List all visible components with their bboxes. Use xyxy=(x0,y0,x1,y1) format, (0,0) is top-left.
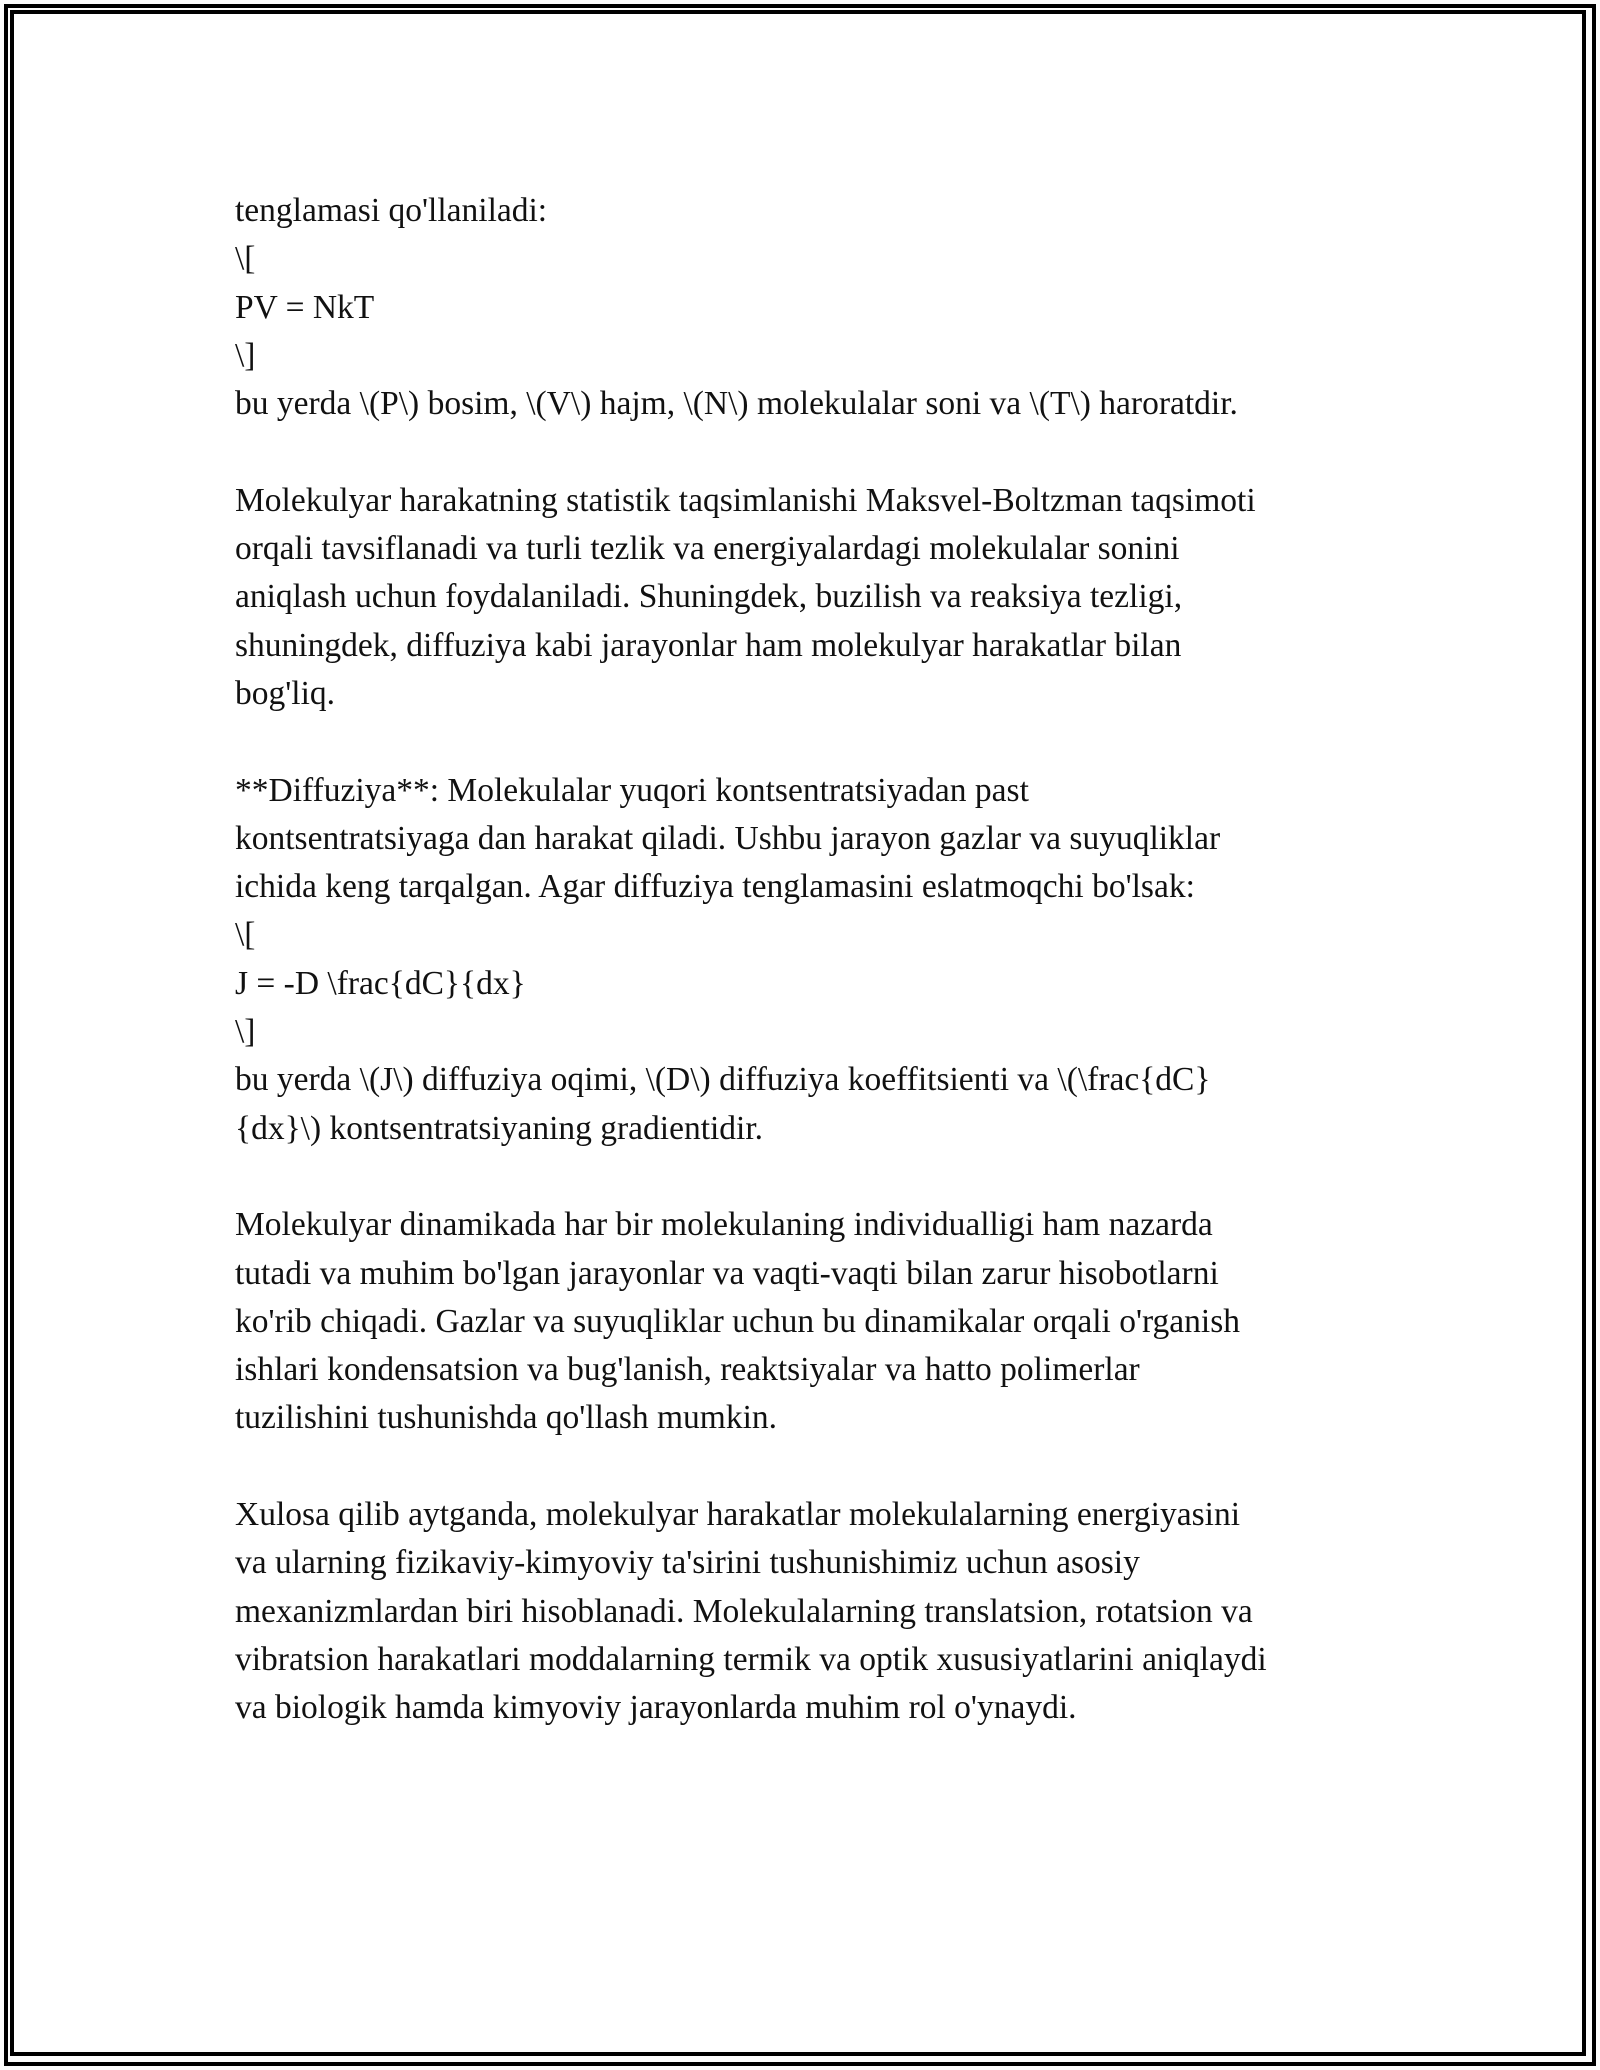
text-line: kontsentratsiyaga dan harakat qiladi. Ushbu jarayon gazlar va suyuqliklar xyxy=(235,819,1221,857)
paragraph-spacer xyxy=(235,1443,1435,1491)
text-line: va ularning fizikaviy-kimyoviy ta'sirini tushunishimiz uchun asosiy xyxy=(235,1544,1140,1582)
equation-close-delimiter: \] xyxy=(235,1013,256,1051)
text-line: aniqlash uchun foydalaniladi. Shuningdek, buzilish va reaksiya tezligi, xyxy=(235,578,1183,616)
paragraph-spacer xyxy=(235,1153,1435,1201)
text-line: ko'rib chiqadi. Gazlar va suyuqliklar uchun bu dinamikalar orqali o'rganish xyxy=(235,1302,1241,1340)
equation-open-delimiter: \[ xyxy=(235,240,256,278)
text-line: {dx}\) kontsentratsiyaning gradientidir. xyxy=(235,1109,764,1147)
paragraph-molecular-dynamics xyxy=(235,1201,1435,1442)
document-body xyxy=(235,187,1435,1733)
text-line: tuzilishini tushunishda qo'llash mumkin. xyxy=(235,1399,778,1437)
text-line: vibratsion harakatlari moddalarning termik va optik xususiyatlarini aniqlaydi xyxy=(235,1640,1267,1678)
text-line: Xulosa qilib aytganda, molekulyar harakatlar molekulalarning energiyasini xyxy=(235,1496,1240,1534)
text-line: tenglamasi qo'llaniladi: xyxy=(235,192,548,229)
text-line: ishlari kondensatsion va bug'lanish, reaktsiyalar va hatto polimerlar xyxy=(235,1351,1140,1389)
paragraph-maxwell-boltzmann xyxy=(235,477,1435,718)
text-line: orqali tavsiflanadi va turli tezlik va energiyalardagi molekulalar sonini xyxy=(235,530,1180,568)
equation-close-delimiter: \] xyxy=(235,336,256,374)
text-line: ichida keng tarqalgan. Agar diffuziya tenglamasini eslatmoqchi bo'lsak: xyxy=(235,868,1195,906)
text-line: Molekulyar harakatning statistik taqsimlanishi Maksvel-Boltzman taqsimoti xyxy=(235,481,1256,519)
equation-ideal-gas: PV = NkT xyxy=(235,288,375,326)
paragraph-spacer xyxy=(235,428,1435,476)
equation-open-delimiter: \[ xyxy=(235,916,256,954)
paragraph-diffusion xyxy=(235,767,1435,1153)
paragraph-spacer xyxy=(235,718,1435,766)
equation-fick-law: J = -D \frac{dC}{dx} xyxy=(235,964,526,1002)
text-line: Molekulyar dinamikada har bir molekulaning individualligi ham nazarda xyxy=(235,1206,1213,1244)
text-line: **Diffuziya**: Molekulalar yuqori kontsentratsiyadan past xyxy=(235,771,1029,809)
text-line: mexanizmlardan biri hisoblanadi. Molekulalarning translatsion, rotatsion va xyxy=(235,1592,1253,1630)
text-line: bu yerda \(P\) bosim, \(V\) hajm, \(N\) molekulalar soni va \(T\) haroratdir. xyxy=(235,385,1238,423)
text-line: tutadi va muhim bo'lgan jarayonlar va vaqti-vaqti bilan zarur hisobotlarni xyxy=(235,1254,1219,1292)
text-line: bu yerda \(J\) diffuziya oqimi, \(D\) diffuziya koeffitsienti va \(\frac{dC} xyxy=(235,1061,1211,1099)
text-line: shuningdek, diffuziya kabi jarayonlar ham molekulyar harakatlar bilan xyxy=(235,626,1182,664)
paragraph-ideal-gas-equation xyxy=(235,187,1435,428)
text-line: bog'liq. xyxy=(235,674,336,712)
paragraph-conclusion xyxy=(235,1491,1435,1732)
text-line: va biologik hamda kimyoviy jarayonlarda muhim rol o'ynaydi. xyxy=(235,1689,1077,1727)
